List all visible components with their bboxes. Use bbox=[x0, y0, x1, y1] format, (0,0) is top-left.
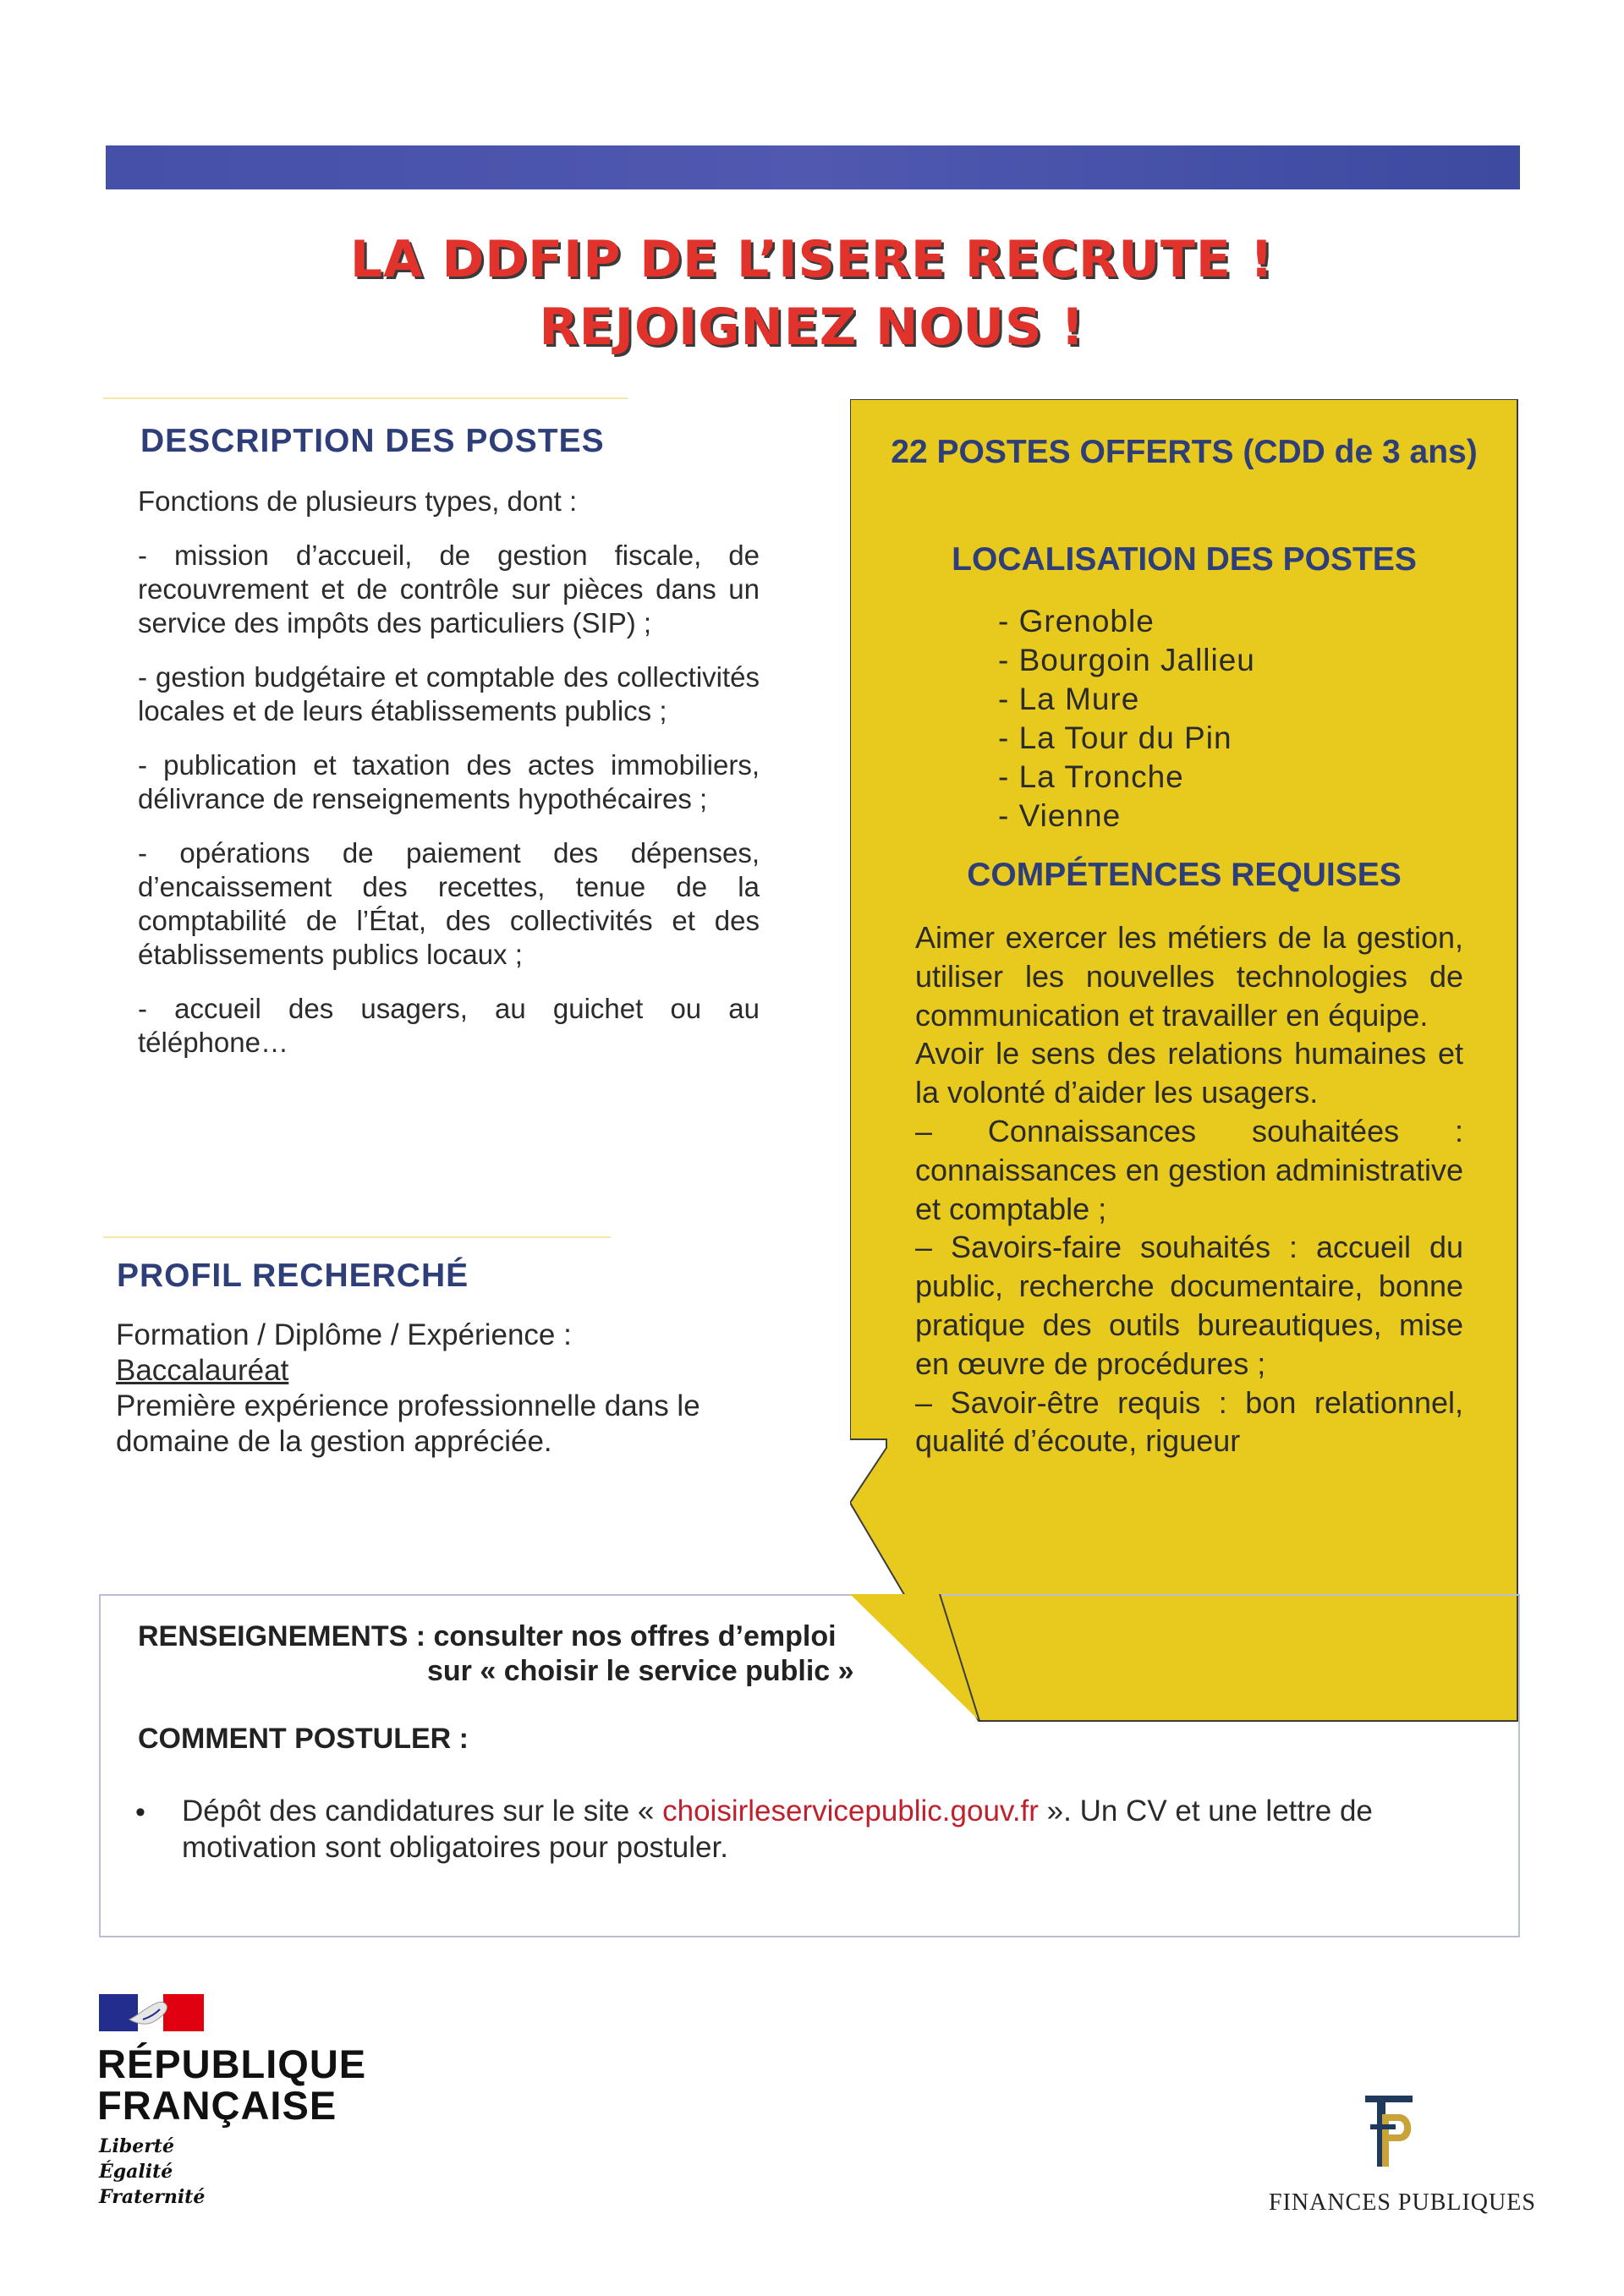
motto-liberte: Liberté bbox=[99, 2135, 174, 2157]
apply-text-after: ». Un CV et une lettre de motivation sont obligatoires pour postuler. bbox=[182, 1795, 1373, 1864]
description-item-2: - gestion budgétaire et comptable des collectivités locales et de leurs établissements publics ; bbox=[138, 661, 760, 726]
how-to-apply-title: COMMENT POSTULER : bbox=[138, 1723, 469, 1755]
skills-paragraph: Aimer exercer les métiers de la gestion, utiliser les nouvelles technologies de communication et travailler en équipe. bbox=[915, 920, 1463, 1033]
skills-paragraph: – Savoir-être requis : bon relationnel, qualité d’écoute, rigueur bbox=[915, 1384, 1463, 1459]
profile-line: Formation / Diplôme / Expérience : bbox=[116, 1318, 572, 1351]
location-title: LOCALISATION DES POSTES bbox=[952, 541, 1417, 578]
profile-divider bbox=[103, 1236, 611, 1238]
motto-fraternite: Fraternité bbox=[99, 2186, 206, 2208]
description-item-4: - opérations de paiement des dépenses, d’encaissement des recettes, tenue de la comptabilité de l’État, des collectivités et des établissements publics locaux ; bbox=[138, 837, 760, 970]
motto-egalite: Égalité bbox=[99, 2161, 173, 2183]
city-list bbox=[998, 602, 1255, 836]
city-item: - La Tronche bbox=[998, 759, 1184, 794]
info-rens: RENSEIGNEMENTS : consulter nos offres d’emploi bbox=[138, 1620, 837, 1652]
city-item: - Bourgoin Jallieu bbox=[998, 643, 1255, 677]
skills-paragraph: – Savoirs-faire souhaités : accueil du public, recherche documentaire, bonne pratique des outils bureautiques, mise en œuvre de procédures ; bbox=[915, 1230, 1463, 1381]
description-item-5: - accueil des usagers, au guichet ou au téléphone… bbox=[138, 993, 760, 1058]
panel-overlap-corner bbox=[850, 1594, 1053, 1729]
skills-title: COMPÉTENCES REQUISES bbox=[967, 857, 1402, 893]
description-divider bbox=[103, 397, 628, 399]
skills-body bbox=[915, 918, 1463, 1460]
offer-title: 22 POSTES OFFERTS (CDD de 3 ans) bbox=[891, 434, 1478, 470]
city-item: - Grenoble bbox=[998, 604, 1155, 638]
skills-paragraph: Avoir le sens des relations humaines et la volonté d’aider les usagers. bbox=[915, 1036, 1463, 1110]
city-item: - La Tour du Pin bbox=[998, 721, 1232, 755]
headline-line-2: REJOIGNEZ NOUS ! bbox=[539, 298, 1085, 357]
profile-degree: Baccalauréat bbox=[116, 1354, 289, 1387]
finances-publiques-logo-icon bbox=[1362, 2091, 1421, 2175]
apply-text-before: Dépôt des candidatures sur le site « bbox=[182, 1795, 663, 1827]
republique-line-2: FRANÇAISE bbox=[97, 2083, 337, 2128]
description-body bbox=[138, 485, 760, 1080]
description-item-1: - mission d’accueil, de gestion fiscale, de recouvrement et de contrôle sur pièces dans un service des impôts des particuliers (SIP) ; bbox=[138, 540, 760, 638]
city-item: - Vienne bbox=[998, 798, 1122, 833]
marianne-logo-icon bbox=[99, 1994, 204, 2031]
republique-line-1: RÉPUBLIQUE bbox=[97, 2041, 367, 2086]
city-item: - La Mure bbox=[998, 682, 1140, 716]
profile-body bbox=[116, 1318, 759, 1460]
apply-instructions bbox=[182, 1793, 1476, 1866]
top-blue-bar bbox=[106, 145, 1520, 189]
bullet-icon: • bbox=[135, 1796, 145, 1828]
profile-experience: Première expérience professionnelle dans le domaine de la gestion appréciée. bbox=[116, 1389, 700, 1458]
profile-title: PROFIL RECHERCHÉ bbox=[117, 1258, 469, 1294]
description-intro: Fonctions de plusieurs types, dont : bbox=[138, 485, 578, 517]
skills-paragraph: – Connaissances souhaitées : connaissances en gestion administrative et comptable ; bbox=[915, 1113, 1463, 1226]
finances-publiques-label: FINANCES PUBLIQUES bbox=[1269, 2189, 1536, 2216]
info-rens-line-2: sur « choisir le service public » bbox=[427, 1655, 854, 1687]
description-title: DESCRIPTION DES POSTES bbox=[140, 423, 605, 459]
apply-link[interactable]: choisirleservicepublic.gouv.fr bbox=[662, 1795, 1039, 1827]
description-item-3: - publication et taxation des actes immobiliers, délivrance de renseignements hypothécaires ; bbox=[138, 749, 760, 814]
headline-line-1: LA DDFIP DE L’ISERE RECRUTE ! bbox=[349, 230, 1275, 289]
